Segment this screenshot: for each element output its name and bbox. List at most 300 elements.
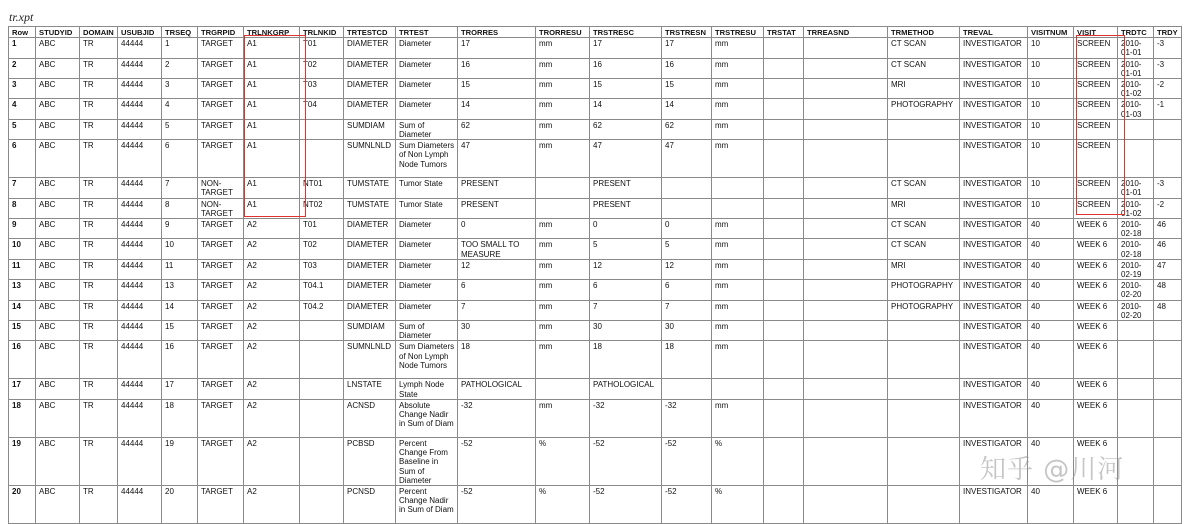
cell-trlnkgrp: A1 — [244, 198, 300, 218]
cell-trreasnd — [804, 99, 888, 119]
cell-visit: SCREEN — [1074, 178, 1118, 198]
cell-trseq: 7 — [162, 178, 198, 198]
cell-trstresc: 47 — [590, 140, 662, 178]
cell-trreasnd — [804, 79, 888, 99]
cell-usubjid: 44444 — [118, 437, 162, 485]
cell-trdy: 48 — [1154, 300, 1182, 320]
cell-visitnum: 40 — [1028, 399, 1074, 437]
cell-trlnkid — [300, 119, 344, 139]
cell-visitnum: 40 — [1028, 300, 1074, 320]
cell-treval: INVESTIGATOR — [960, 198, 1028, 218]
cell-trtestcd: SUMNLNLD — [344, 140, 396, 178]
cell-usubjid: 44444 — [118, 79, 162, 99]
cell-trlnkid: NT02 — [300, 198, 344, 218]
cell-visit: WEEK 6 — [1074, 239, 1118, 259]
cell-visit: WEEK 6 — [1074, 321, 1118, 341]
cell-trdtc: 2010-01-02 — [1118, 79, 1154, 99]
cell-trdtc — [1118, 485, 1154, 523]
cell-domain: TR — [80, 219, 118, 239]
cell-trstresu: mm — [712, 219, 764, 239]
cell-trorresu: mm — [536, 38, 590, 58]
cell-trreasnd — [804, 119, 888, 139]
table-row — [9, 119, 1182, 139]
cell-trdtc: 2010-01-01 — [1118, 38, 1154, 58]
cell-treval: INVESTIGATOR — [960, 437, 1028, 485]
cell-trdtc: 2010-01-02 — [1118, 198, 1154, 218]
cell-trlnkid: T01 — [300, 38, 344, 58]
cell-trtest: Diameter — [396, 99, 458, 119]
cell-trlnkgrp: A2 — [244, 239, 300, 259]
cell-trtestcd: PCBSD — [344, 437, 396, 485]
document-title: tr.xpt — [9, 10, 34, 24]
cell-trseq: 19 — [162, 437, 198, 485]
header-row — [9, 27, 1182, 38]
cell-trtest: Diameter — [396, 259, 458, 279]
cell-trdy — [1154, 379, 1182, 399]
table-header — [9, 27, 1182, 38]
cell-trreasnd — [804, 140, 888, 178]
column-header-treval: TREVAL — [960, 27, 1028, 38]
cell-studyid: ABC — [36, 99, 80, 119]
cell-trstresc: -52 — [590, 437, 662, 485]
cell-trdy — [1154, 399, 1182, 437]
cell-trorres: PATHOLOGICAL — [458, 379, 536, 399]
cell-trstresu: mm — [712, 341, 764, 379]
cell-trlnkgrp: A2 — [244, 437, 300, 485]
cell-trstresc: PRESENT — [590, 198, 662, 218]
cell-trstat — [764, 379, 804, 399]
cell-trstresn: 62 — [662, 119, 712, 139]
column-header-trgrpid: TRGRPID — [198, 27, 244, 38]
cell-usubjid: 44444 — [118, 219, 162, 239]
cell-trdy — [1154, 140, 1182, 178]
cell-visitnum: 40 — [1028, 341, 1074, 379]
column-header-trlnkgrp: TRLNKGRP — [244, 27, 300, 38]
cell-trlnkgrp: A1 — [244, 119, 300, 139]
cell-studyid: ABC — [36, 280, 80, 300]
cell-visit: SCREEN — [1074, 198, 1118, 218]
cell-trdtc: 2010-02-20 — [1118, 280, 1154, 300]
cell-trseq: 9 — [162, 219, 198, 239]
cell-trgrpid: TARGET — [198, 239, 244, 259]
cell-trdy: 47 — [1154, 259, 1182, 279]
cell-trstat — [764, 198, 804, 218]
cell-treval: INVESTIGATOR — [960, 259, 1028, 279]
cell-trtestcd: DIAMETER — [344, 79, 396, 99]
cell-trdtc — [1118, 379, 1154, 399]
cell-trmethod: MRI — [888, 259, 960, 279]
cell-trdy: -3 — [1154, 38, 1182, 58]
cell-studyid: ABC — [36, 58, 80, 78]
cell-trstat — [764, 280, 804, 300]
column-header-trstresn: TRSTRESN — [662, 27, 712, 38]
cell-trorresu: mm — [536, 341, 590, 379]
cell-row: 20 — [9, 485, 36, 523]
cell-trorresu — [536, 198, 590, 218]
cell-trtest: Diameter — [396, 300, 458, 320]
cell-trstresu: mm — [712, 58, 764, 78]
table-row — [9, 79, 1182, 99]
cell-trstat — [764, 399, 804, 437]
cell-trlnkgrp: A1 — [244, 178, 300, 198]
cell-trorres: 14 — [458, 99, 536, 119]
cell-usubjid: 44444 — [118, 300, 162, 320]
cell-trstresn: 6 — [662, 280, 712, 300]
cell-trmethod: CT SCAN — [888, 58, 960, 78]
cell-visitnum: 10 — [1028, 119, 1074, 139]
column-header-usubjid: USUBJID — [118, 27, 162, 38]
cell-row: 3 — [9, 79, 36, 99]
cell-visit: WEEK 6 — [1074, 259, 1118, 279]
cell-trseq: 2 — [162, 58, 198, 78]
cell-trreasnd — [804, 58, 888, 78]
cell-trtestcd: DIAMETER — [344, 280, 396, 300]
cell-trmethod: CT SCAN — [888, 239, 960, 259]
cell-visitnum: 40 — [1028, 437, 1074, 485]
cell-trlnkgrp: A2 — [244, 341, 300, 379]
cell-visitnum: 10 — [1028, 38, 1074, 58]
cell-trstresc: 0 — [590, 219, 662, 239]
cell-trlnkgrp: A2 — [244, 321, 300, 341]
cell-trorresu: mm — [536, 259, 590, 279]
cell-domain: TR — [80, 485, 118, 523]
column-header-trorres: TRORRES — [458, 27, 536, 38]
column-header-trtestcd: TRTESTCD — [344, 27, 396, 38]
cell-trlnkgrp: A1 — [244, 140, 300, 178]
cell-trgrpid: TARGET — [198, 437, 244, 485]
cell-domain: TR — [80, 399, 118, 437]
cell-trgrpid: TARGET — [198, 321, 244, 341]
cell-trstresu: mm — [712, 321, 764, 341]
cell-trgrpid: TARGET — [198, 399, 244, 437]
cell-trtestcd: SUMDIAM — [344, 321, 396, 341]
cell-row: 17 — [9, 379, 36, 399]
cell-trstresn: 12 — [662, 259, 712, 279]
column-header-row: Row — [9, 27, 36, 38]
cell-trtestcd: TUMSTATE — [344, 198, 396, 218]
cell-trlnkgrp: A1 — [244, 38, 300, 58]
cell-trdy: -2 — [1154, 198, 1182, 218]
cell-trorres: 30 — [458, 321, 536, 341]
cell-trstresu: mm — [712, 259, 764, 279]
cell-visit: WEEK 6 — [1074, 219, 1118, 239]
cell-trseq: 4 — [162, 99, 198, 119]
cell-studyid: ABC — [36, 178, 80, 198]
cell-visitnum: 10 — [1028, 58, 1074, 78]
cell-usubjid: 44444 — [118, 485, 162, 523]
cell-visitnum: 10 — [1028, 198, 1074, 218]
cell-trdtc — [1118, 399, 1154, 437]
cell-row: 8 — [9, 198, 36, 218]
cell-trmethod — [888, 399, 960, 437]
cell-trstresn: -52 — [662, 485, 712, 523]
cell-studyid: ABC — [36, 485, 80, 523]
cell-trtest: Diameter — [396, 79, 458, 99]
cell-trstresu: mm — [712, 99, 764, 119]
cell-trmethod: CT SCAN — [888, 219, 960, 239]
cell-trorresu: mm — [536, 300, 590, 320]
cell-treval: INVESTIGATOR — [960, 321, 1028, 341]
cell-trlnkid — [300, 485, 344, 523]
cell-trstresc: 16 — [590, 58, 662, 78]
cell-domain: TR — [80, 178, 118, 198]
column-header-trorresu: TRORRESU — [536, 27, 590, 38]
cell-trorresu: mm — [536, 140, 590, 178]
cell-trstresn: 5 — [662, 239, 712, 259]
table-row — [9, 219, 1182, 239]
table-row — [9, 178, 1182, 198]
cell-trlnkgrp: A2 — [244, 399, 300, 437]
cell-trdtc — [1118, 140, 1154, 178]
cell-studyid: ABC — [36, 38, 80, 58]
cell-row: 4 — [9, 99, 36, 119]
cell-trorres: -32 — [458, 399, 536, 437]
cell-trseq: 20 — [162, 485, 198, 523]
cell-visit: SCREEN — [1074, 119, 1118, 139]
cell-trtest: Diameter — [396, 58, 458, 78]
table-row — [9, 300, 1182, 320]
cell-trgrpid: TARGET — [198, 259, 244, 279]
cell-trmethod: MRI — [888, 79, 960, 99]
cell-trstresn — [662, 198, 712, 218]
cell-treval: INVESTIGATOR — [960, 300, 1028, 320]
cell-studyid: ABC — [36, 399, 80, 437]
column-header-trstresc: TRSTRESC — [590, 27, 662, 38]
cell-trtest: Diameter — [396, 280, 458, 300]
cell-trtestcd: DIAMETER — [344, 219, 396, 239]
cell-visit: SCREEN — [1074, 99, 1118, 119]
cell-trlnkid: T04 — [300, 99, 344, 119]
cell-visitnum: 10 — [1028, 140, 1074, 178]
cell-trstat — [764, 321, 804, 341]
cell-studyid: ABC — [36, 321, 80, 341]
column-header-trreasnd: TRREASND — [804, 27, 888, 38]
cell-trdtc: 2010-01-03 — [1118, 99, 1154, 119]
cell-treval: INVESTIGATOR — [960, 485, 1028, 523]
cell-trlnkgrp: A1 — [244, 58, 300, 78]
cell-usubjid: 44444 — [118, 379, 162, 399]
cell-visitnum: 10 — [1028, 79, 1074, 99]
cell-trstresn: -32 — [662, 399, 712, 437]
cell-trstresu: % — [712, 437, 764, 485]
cell-trmethod: PHOTOGRAPHY — [888, 280, 960, 300]
cell-trstresu — [712, 178, 764, 198]
cell-trseq: 10 — [162, 239, 198, 259]
cell-trseq: 5 — [162, 119, 198, 139]
cell-trorres: PRESENT — [458, 198, 536, 218]
cell-trtestcd: PCNSD — [344, 485, 396, 523]
cell-studyid: ABC — [36, 379, 80, 399]
cell-treval: INVESTIGATOR — [960, 99, 1028, 119]
table-row — [9, 198, 1182, 218]
cell-trtest: Sum of Diameter — [396, 119, 458, 139]
cell-trtestcd: DIAMETER — [344, 300, 396, 320]
cell-trseq: 16 — [162, 341, 198, 379]
cell-trdtc: 2010-01-01 — [1118, 58, 1154, 78]
cell-trorres: -52 — [458, 437, 536, 485]
cell-trlnkid — [300, 321, 344, 341]
cell-trseq: 18 — [162, 399, 198, 437]
table-row — [9, 485, 1182, 523]
cell-trstresc: 62 — [590, 119, 662, 139]
cell-trstresc: 7 — [590, 300, 662, 320]
cell-usubjid: 44444 — [118, 119, 162, 139]
cell-trgrpid: TARGET — [198, 341, 244, 379]
cell-usubjid: 44444 — [118, 38, 162, 58]
cell-trreasnd — [804, 437, 888, 485]
column-header-trdtc: TRDTC — [1118, 27, 1154, 38]
cell-trtestcd: DIAMETER — [344, 99, 396, 119]
cell-trstresn: 30 — [662, 321, 712, 341]
cell-trtest: Absolute Change Nadir in Sum of Diam — [396, 399, 458, 437]
cell-trstresu: mm — [712, 399, 764, 437]
cell-domain: TR — [80, 38, 118, 58]
cell-trstat — [764, 437, 804, 485]
cell-trstresn: 16 — [662, 58, 712, 78]
table-row — [9, 38, 1182, 58]
cell-treval: INVESTIGATOR — [960, 178, 1028, 198]
table-row — [9, 341, 1182, 379]
cell-trstresn: 18 — [662, 341, 712, 379]
cell-studyid: ABC — [36, 219, 80, 239]
cell-trstat — [764, 485, 804, 523]
column-header-trlnkid: TRLNKID — [300, 27, 344, 38]
cell-trorresu: mm — [536, 99, 590, 119]
cell-row: 9 — [9, 219, 36, 239]
cell-trorres: TOO SMALL TO MEASURE — [458, 239, 536, 259]
cell-trtest: Percent Change Nadir in Sum of Diam — [396, 485, 458, 523]
cell-visitnum: 40 — [1028, 219, 1074, 239]
cell-domain: TR — [80, 259, 118, 279]
cell-trstresc: 6 — [590, 280, 662, 300]
cell-trlnkid: T04.1 — [300, 280, 344, 300]
cell-trtest: Diameter — [396, 38, 458, 58]
cell-trorresu: mm — [536, 399, 590, 437]
cell-trseq: 15 — [162, 321, 198, 341]
cell-trtest: Tumor State — [396, 198, 458, 218]
table-row — [9, 379, 1182, 399]
cell-trgrpid: TARGET — [198, 38, 244, 58]
cell-trorresu: mm — [536, 321, 590, 341]
cell-studyid: ABC — [36, 119, 80, 139]
table-row — [9, 140, 1182, 178]
cell-treval: INVESTIGATOR — [960, 119, 1028, 139]
cell-trstresn: 17 — [662, 38, 712, 58]
cell-trstresn: 47 — [662, 140, 712, 178]
cell-trtestcd: LNSTATE — [344, 379, 396, 399]
cell-trlnkgrp: A2 — [244, 485, 300, 523]
cell-visit: SCREEN — [1074, 38, 1118, 58]
cell-visit: SCREEN — [1074, 58, 1118, 78]
cell-trstresu: mm — [712, 38, 764, 58]
table-row — [9, 99, 1182, 119]
cell-trdy: -3 — [1154, 178, 1182, 198]
cell-trorres: 18 — [458, 341, 536, 379]
cell-domain: TR — [80, 300, 118, 320]
cell-domain: TR — [80, 341, 118, 379]
cell-trseq: 1 — [162, 38, 198, 58]
cell-studyid: ABC — [36, 341, 80, 379]
cell-trtestcd: SUMNLNLD — [344, 341, 396, 379]
cell-trlnkid: T01 — [300, 219, 344, 239]
cell-row: 11 — [9, 259, 36, 279]
cell-trorresu: % — [536, 437, 590, 485]
cell-visitnum: 10 — [1028, 178, 1074, 198]
cell-studyid: ABC — [36, 239, 80, 259]
cell-visit: WEEK 6 — [1074, 437, 1118, 485]
cell-trmethod: CT SCAN — [888, 178, 960, 198]
cell-visitnum: 10 — [1028, 99, 1074, 119]
cell-domain: TR — [80, 239, 118, 259]
cell-trorres: 47 — [458, 140, 536, 178]
cell-visitnum: 40 — [1028, 379, 1074, 399]
cell-trstresu: mm — [712, 239, 764, 259]
cell-trtest: Sum of Diameter — [396, 321, 458, 341]
cell-trorresu — [536, 178, 590, 198]
cell-visit: WEEK 6 — [1074, 399, 1118, 437]
cell-treval: INVESTIGATOR — [960, 379, 1028, 399]
cell-trstat — [764, 140, 804, 178]
cell-trseq: 3 — [162, 79, 198, 99]
cell-trtest: Lymph Node State — [396, 379, 458, 399]
cell-visit: SCREEN — [1074, 79, 1118, 99]
cell-trtestcd: ACNSD — [344, 399, 396, 437]
cell-trreasnd — [804, 38, 888, 58]
cell-trreasnd — [804, 300, 888, 320]
cell-trstresn: 0 — [662, 219, 712, 239]
cell-usubjid: 44444 — [118, 198, 162, 218]
column-header-domain: DOMAIN — [80, 27, 118, 38]
cell-trorresu: mm — [536, 79, 590, 99]
cell-usubjid: 44444 — [118, 280, 162, 300]
cell-trstresn: -52 — [662, 437, 712, 485]
cell-trorres: -52 — [458, 485, 536, 523]
cell-trgrpid: TARGET — [198, 140, 244, 178]
cell-trmethod: MRI — [888, 198, 960, 218]
cell-trgrpid: TARGET — [198, 219, 244, 239]
cell-trreasnd — [804, 280, 888, 300]
cell-trdtc: 2010-02-19 — [1118, 259, 1154, 279]
cell-trorresu: mm — [536, 119, 590, 139]
cell-usubjid: 44444 — [118, 341, 162, 379]
cell-trseq: 8 — [162, 198, 198, 218]
column-header-trstresu: TRSTRESU — [712, 27, 764, 38]
cell-trreasnd — [804, 379, 888, 399]
cell-domain: TR — [80, 379, 118, 399]
cell-trstat — [764, 38, 804, 58]
cell-visit: WEEK 6 — [1074, 280, 1118, 300]
cell-usubjid: 44444 — [118, 399, 162, 437]
cell-trseq: 6 — [162, 140, 198, 178]
cell-trreasnd — [804, 219, 888, 239]
cell-row: 2 — [9, 58, 36, 78]
cell-visit: WEEK 6 — [1074, 300, 1118, 320]
cell-trreasnd — [804, 239, 888, 259]
column-header-trmethod: TRMETHOD — [888, 27, 960, 38]
column-header-visitnum: VISITNUM — [1028, 27, 1074, 38]
cell-row: 1 — [9, 38, 36, 58]
cell-row: 10 — [9, 239, 36, 259]
cell-trmethod — [888, 140, 960, 178]
cell-trstresu: mm — [712, 119, 764, 139]
cell-trstat — [764, 300, 804, 320]
cell-trdtc: 2010-02-20 — [1118, 300, 1154, 320]
cell-trmethod — [888, 379, 960, 399]
cell-trstresc: 15 — [590, 79, 662, 99]
cell-domain: TR — [80, 321, 118, 341]
cell-trgrpid: TARGET — [198, 79, 244, 99]
cell-trgrpid: TARGET — [198, 280, 244, 300]
